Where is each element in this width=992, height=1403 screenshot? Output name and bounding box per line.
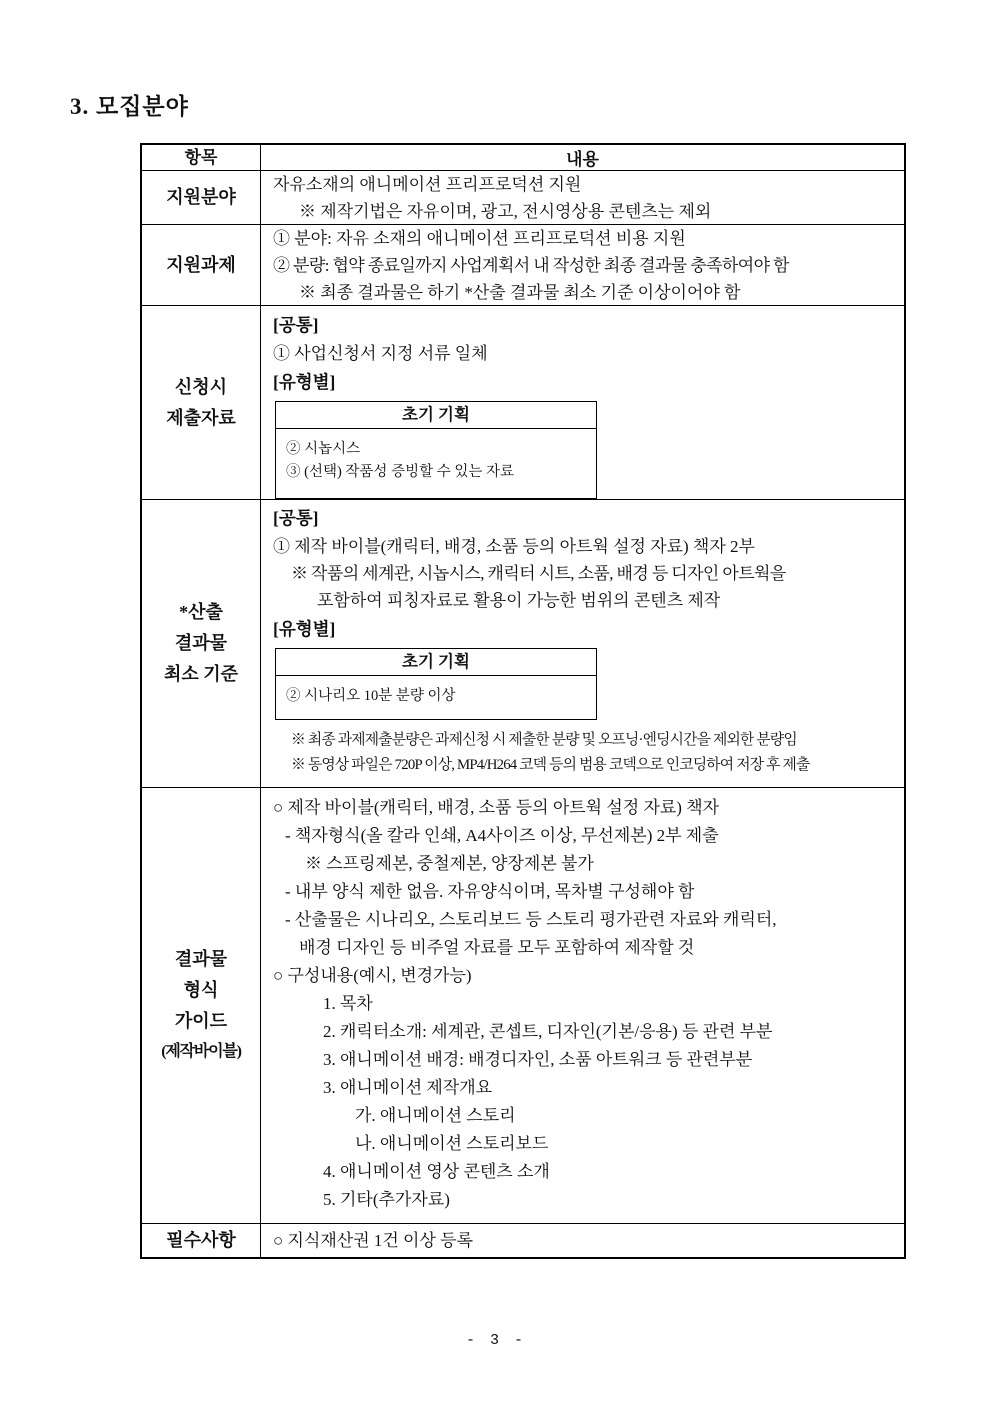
- inner-table-header: 초기 기획: [276, 402, 596, 429]
- row-content-support-task: [261, 225, 904, 305]
- row-label-requirements: 필수사항: [142, 1224, 261, 1257]
- text-line: ③ (선택) 작품성 증빙할 수 있는 자료: [286, 464, 514, 480]
- text-line: ② 시놉시스: [286, 441, 361, 457]
- column-header-content: 내용: [566, 150, 599, 169]
- text-line: 가. 애니메이션 스토리: [355, 1106, 516, 1125]
- table-row-requirements: [142, 1223, 904, 1257]
- label-line: 결과물: [174, 949, 228, 969]
- label-line: 형식: [183, 980, 219, 1000]
- text-line: 3. 애니메이션 제작개요: [323, 1078, 493, 1097]
- table-row-submission-docs: [142, 305, 904, 499]
- row-content-format-guide: [261, 788, 904, 1223]
- text-line: ○ 구성내용(예시, 변경가능): [273, 966, 472, 985]
- label-line: 신청시: [174, 376, 228, 397]
- text-line: ※ 동영상 파일은 720P 이상, MP4/H264 코덱 등의 범용 코덱으로 인코딩하여 저장 후 제출: [291, 757, 810, 773]
- text-line: ② 분량: 협약 종료일까지 사업계획서 내 작성한 최종 결과물 충족하여야 함: [273, 256, 789, 275]
- row-label-support-task: 지원과제: [142, 225, 261, 305]
- text-line: - 책자형식(올 칼라 인쇄, A4사이즈 이상, 무선제본) 2부 제출: [285, 826, 719, 845]
- row-content-support-field: [261, 171, 904, 224]
- footnotes: [261, 728, 904, 778]
- inner-table-body: [276, 676, 596, 719]
- common-section-header: [공통]: [273, 508, 319, 528]
- initial-planning-table: [275, 648, 597, 720]
- label-line: 가이드: [174, 1011, 228, 1031]
- table-header-row: [142, 145, 904, 170]
- column-header-item: 항목: [142, 145, 261, 170]
- row-content-submission-docs: [261, 306, 904, 499]
- label-line: 제출자료: [166, 407, 236, 428]
- text-line: ※ 작품의 세계관, 시놉시스, 캐릭터 시트, 소품, 배경 등 디자인 아트웍을: [291, 564, 786, 583]
- label-line: 최소 기준: [163, 664, 239, 684]
- label-line: *산출: [179, 602, 223, 622]
- text-line: 2. 캐릭터소개: 세계관, 콘셉트, 디자인(기본/응용) 등 관련 부분: [323, 1022, 773, 1041]
- recruitment-table: [140, 143, 906, 1259]
- row-label-support-field: 지원분야: [142, 171, 261, 224]
- inner-table-body: [276, 429, 596, 498]
- text-line: ※ 스프링제본, 중철제본, 양장제본 불가: [305, 854, 594, 873]
- section-title: 3. 모집분야: [70, 94, 189, 119]
- text-line: 1. 목차: [323, 994, 373, 1013]
- table-row-support-field: [142, 170, 904, 224]
- text-line: ※ 최종 과제제출분량은 과제신청 시 제출한 분량 및 오프닝·엔딩시간을 제외한 분량임: [291, 732, 797, 748]
- text-line: ① 분야: 자유 소재의 애니메이션 프리프로덕션 비용 지원: [273, 229, 686, 248]
- label-line: (제작바이블): [161, 1043, 241, 1060]
- text-line: 4. 애니메이션 영상 콘텐츠 소개: [323, 1162, 550, 1181]
- type-section-header: [유형별]: [273, 372, 336, 392]
- page-number: - 3 -: [465, 1332, 526, 1349]
- table-row-format-guide: [142, 787, 904, 1223]
- text-line: 배경 디자인 등 비주얼 자료를 모두 포함하여 제작할 것: [299, 938, 695, 957]
- common-section-header: [공통]: [273, 315, 319, 335]
- text-line: ○ 제작 바이블(캐릭터, 배경, 소품 등의 아트웍 설정 자료) 책자: [273, 798, 720, 817]
- type-section-header: [유형별]: [273, 619, 336, 639]
- text-line: 3. 애니메이션 배경: 배경디자인, 소품 아트워크 등 관련부분: [323, 1050, 753, 1069]
- text-line: ① 제작 바이블(캐릭터, 배경, 소품 등의 아트웍 설정 자료) 책자 2부: [273, 537, 755, 556]
- initial-planning-table: [275, 401, 597, 499]
- row-label-min-output: [142, 500, 261, 787]
- text-line: 포함하여 피칭자료로 활용이 가능한 범위의 콘텐츠 제작: [317, 591, 721, 610]
- text-line: - 내부 양식 제한 없음. 자유양식이며, 목차별 구성해야 함: [285, 882, 695, 901]
- text-line: ① 사업신청서 지정 서류 일체: [273, 344, 488, 363]
- inner-table-header: 초기 기획: [276, 649, 596, 676]
- row-content-min-output: [261, 500, 904, 787]
- row-content-requirements: [261, 1224, 904, 1257]
- text-line: ○ 지식재산권 1건 이상 등록: [273, 1231, 473, 1250]
- row-label-format-guide: [142, 788, 261, 1223]
- row-label-submission-docs: [142, 306, 261, 499]
- text-line: 나. 애니메이션 스토리보드: [355, 1134, 549, 1153]
- text-line: - 산출물은 시나리오, 스토리보드 등 스토리 평가관련 자료와 캐릭터,: [285, 910, 777, 929]
- label-line: 결과물: [174, 633, 228, 653]
- table-row-min-output: [142, 499, 904, 787]
- text-line: 자유소재의 애니메이션 프리프로덕션 지원: [273, 175, 582, 194]
- table-row-support-task: [142, 224, 904, 305]
- text-line: ※ 최종 결과물은 하기 *산출 결과물 최소 기준 이상이어야 함: [299, 283, 741, 302]
- text-line: 5. 기타(추가자료): [323, 1190, 450, 1209]
- text-line: ※ 제작기법은 자유이며, 광고, 전시영상용 콘텐츠는 제외: [299, 202, 712, 221]
- text-line: ② 시나리오 10분 분량 이상: [286, 688, 456, 704]
